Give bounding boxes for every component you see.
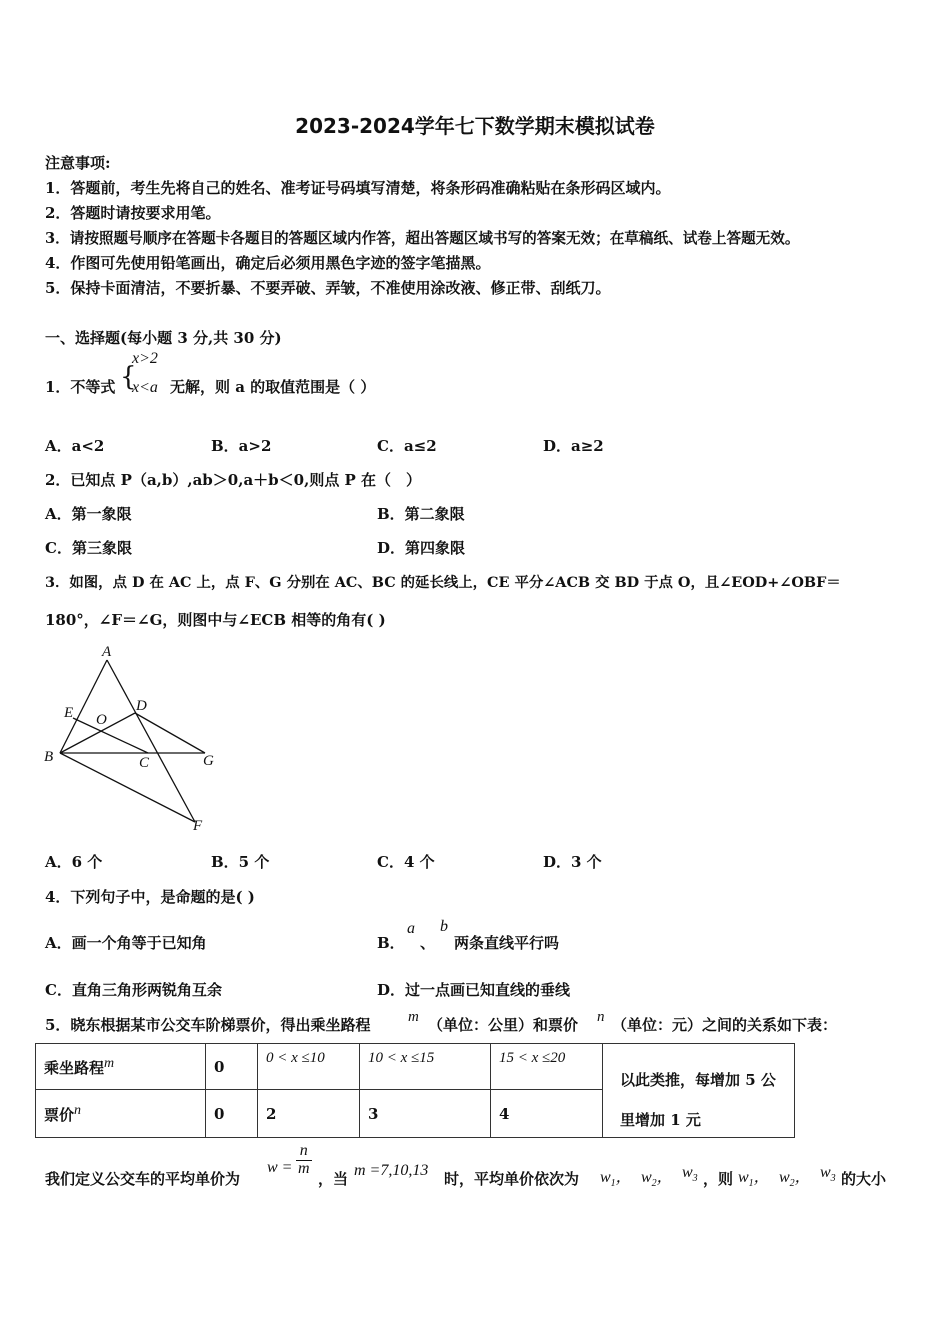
table-cell: 3 — [360, 1090, 491, 1138]
q3-geometry-figure — [40, 640, 230, 840]
table-cell — [36, 1090, 206, 1138]
q5-w3: $w_3$ — [682, 1164, 698, 1185]
line-dg — [135, 713, 205, 753]
fare-rule-text: 以此类推，每增加 5 公里增加 1 元 — [620, 1071, 776, 1129]
page-title: 2023-2024学年七下数学期末模拟试卷 — [295, 114, 655, 138]
q5-stem-p3: （单位：元）之间的关系如下表： — [612, 1016, 838, 1034]
q3-option-b: B．5 个 — [211, 853, 270, 871]
q5-line2-p3: 时，平均单价依次为 — [444, 1170, 580, 1188]
q4-option-b-prefix: B． — [377, 934, 405, 952]
line-af — [107, 660, 195, 822]
q4-stem: 4．下列句子中，是命题的是( ) — [45, 888, 255, 906]
q5-w1b: $w_1$， — [738, 1169, 770, 1190]
q5-w1: $w_1$， — [600, 1169, 632, 1190]
table-cell: 0 — [206, 1044, 258, 1090]
frac-den: m — [298, 1159, 310, 1177]
q4-option-b-suffix: 两条直线平行吗 — [454, 934, 560, 952]
line-ec — [73, 718, 148, 753]
label-g: G — [203, 753, 214, 769]
q5-var-m: m — [408, 1009, 419, 1025]
label-e: E — [64, 705, 74, 721]
q1-ineq-bottom: x<a — [132, 379, 158, 396]
brace-icon: { — [120, 362, 137, 392]
q1-ineq-top: x>2 — [132, 350, 158, 367]
q3-option-d: D．3 个 — [543, 853, 602, 871]
q4-option-a: A．画一个角等于已知角 — [45, 934, 207, 952]
q5-w2: $w_2$， — [641, 1169, 673, 1190]
row-label: 票价 — [44, 1105, 75, 1124]
table-cell: 0 < x ≤10 — [258, 1044, 360, 1090]
table-cell: 15 < x ≤20 — [491, 1044, 603, 1090]
label-d: D — [136, 698, 147, 714]
label-f: F — [193, 818, 203, 834]
q1-option-d: D．a≥2 — [543, 437, 604, 455]
table-cell: 4 — [491, 1090, 603, 1138]
q2-option-b: B．第二象限 — [377, 505, 465, 523]
q3-stem-line1: 3．如图，点 D 在 AC 上，点 F、G 分别在 AC、BC 的延长线上，CE 平分∠ACB 交 BD 于点 O，且∠EOD+∠OBF＝ — [45, 574, 841, 591]
notice-item: 1．答题前，考生先将自己的姓名、准考证号码填写清楚，将条形码准确粘贴在条形码区域内。 — [45, 179, 671, 197]
q5-stem-p2: （单位：公里）和票价 — [428, 1016, 579, 1034]
table-cell: 2 — [258, 1090, 360, 1138]
q4-var-a: a — [407, 920, 415, 937]
label-a: A — [102, 644, 112, 660]
notice-heading: 注意事项: — [45, 154, 111, 172]
q2-stem: 2．已知点 P（a,b）,ab＞0,a＋b＜0,则点 P 在（ ） — [45, 471, 422, 489]
q5-line2-p1: 我们定义公交车的平均单价为 — [45, 1170, 241, 1188]
notice-item: 2．答题时请按要求用笔。 — [45, 204, 221, 222]
q5-m-values: m =7,10,13 — [354, 1162, 429, 1179]
q5-var-n: n — [597, 1009, 605, 1025]
label-c: C — [139, 755, 150, 771]
q4-var-b: b — [440, 918, 448, 935]
section-heading: 一、选择题(每小题 3 分,共 30 分) — [45, 329, 282, 347]
table-cell: 10 < x ≤15 — [360, 1044, 491, 1090]
q1-prefix: 1．不等式 — [45, 378, 116, 396]
q3-stem-line2: 180°，∠F＝∠G，则图中与∠ECB 相等的角有( ) — [45, 611, 386, 629]
label-o: O — [96, 712, 107, 728]
q4-sep: 、 — [420, 934, 436, 952]
notice-item: 3．请按照题号顺序在答题卡各题目的答题区域内作答，超出答题区域书写的答案无效；在草稿纸、试卷上答题无效。 — [45, 230, 800, 247]
q5-w-eq: w = — [267, 1159, 293, 1176]
q1-suffix: 无解，则 a 的取值范围是（ ） — [170, 378, 376, 396]
q5-frac — [296, 1143, 312, 1178]
q5-w2b: $w_2$， — [779, 1169, 811, 1190]
q4-option-d: D．过一点画已知直线的垂线 — [377, 981, 571, 999]
q1-option-b: B．a>2 — [211, 437, 272, 455]
frac-num: n — [296, 1143, 312, 1161]
row-var: n — [74, 1102, 82, 1118]
row-var: m — [104, 1055, 115, 1071]
q5-line2-p2: ，当 — [318, 1170, 349, 1188]
notice-item: 5．保持卡面清洁，不要折暴、不要弄破、弄皱，不准使用涂改液、修正带、刮纸刀。 — [45, 279, 611, 297]
q5-w3b: $w_3$ — [820, 1164, 836, 1185]
q3-option-a: A．6 个 — [45, 853, 103, 871]
q1-option-a: A．a<2 — [45, 437, 105, 455]
q5-line2-p4: ，则 — [703, 1170, 734, 1188]
q3-option-c: C．4 个 — [377, 853, 435, 871]
label-b: B — [44, 749, 54, 765]
row-label: 乘坐路程 — [44, 1058, 105, 1077]
q2-option-d: D．第四象限 — [377, 539, 466, 557]
q5-stem-p1: 5．晓东根据某市公交车阶梯票价，得出乘坐路程 — [45, 1016, 371, 1034]
q1-option-c: C．a≤2 — [377, 437, 437, 455]
q2-option-c: C．第三象限 — [45, 539, 132, 557]
table-cell — [36, 1044, 206, 1090]
q2-option-a: A．第一象限 — [45, 505, 132, 523]
notice-item: 4．作图可先使用铅笔画出，确定后必须用黑色字迹的签字笔描黑。 — [45, 254, 491, 272]
q5-line2-p5: 的大小 — [841, 1170, 887, 1188]
q4-option-c: C．直角三角形两锐角互余 — [45, 981, 222, 999]
line-bf — [60, 753, 195, 822]
table-cell: 0 — [206, 1090, 258, 1138]
